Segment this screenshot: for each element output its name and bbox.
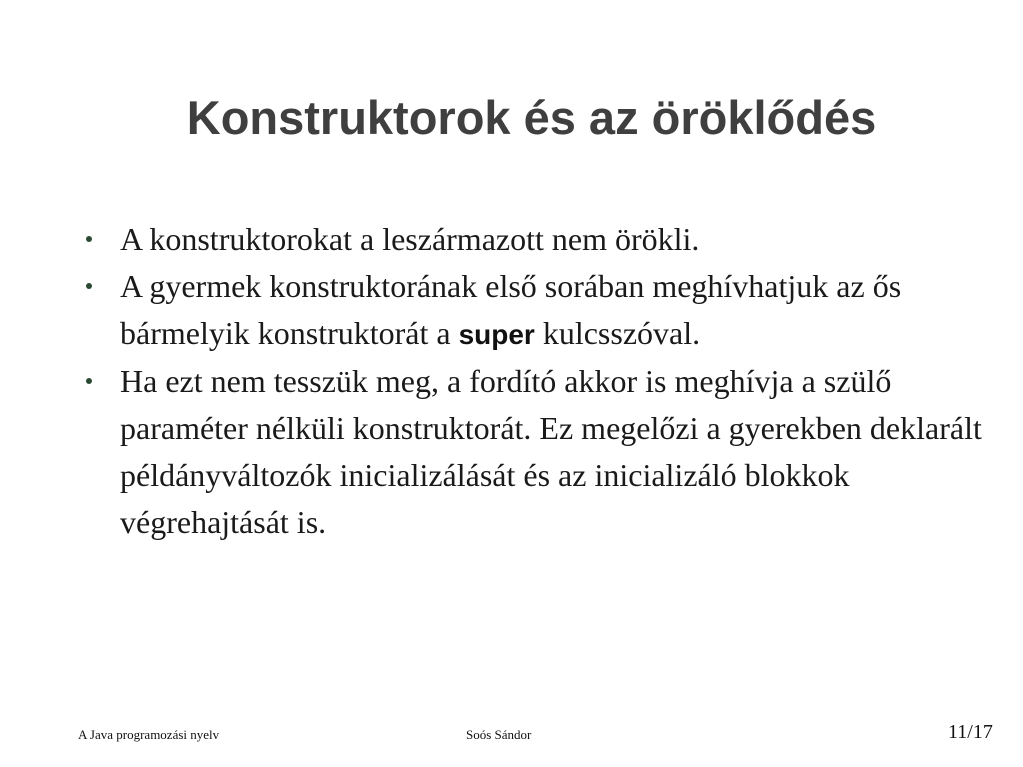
bullet-item-3 [86,358,1016,546]
super-keyword: super [458,319,535,350]
bullet-text-1: A konstruktorokat a leszármazott nem örökli. [120,221,700,257]
bullet-text-2-before: A gyermek konstruktorának első sorában meghívhatjuk az ős bármelyik konstruktorát a [120,268,902,351]
footer-author: Soós Sándor [466,727,532,742]
footer-course-name: A Java programozási nyelv [78,727,220,742]
bullet-dot-icon [86,236,92,242]
bullet-item-1 [86,216,1016,263]
slide-title: Konstruktorok és az öröklődés [186,91,877,144]
footer-page-number: 11/17 [948,721,993,743]
bullet-list [86,216,1016,546]
bullet-dot-icon [86,283,92,289]
bullet-text-2-after: kulcsszóval. [534,315,701,351]
bullet-text-3: Ha ezt nem tesszük meg, a fordító akkor is meghívja a szülő paraméter nélküli konstruktorát. Ez megelőzi a gyerekben deklarált példányváltozók inicializálását és az inicializáló blokkok végrehajtását is. [120,363,982,540]
bullet-item-2 [86,263,1016,358]
bullet-dot-icon [86,378,92,384]
